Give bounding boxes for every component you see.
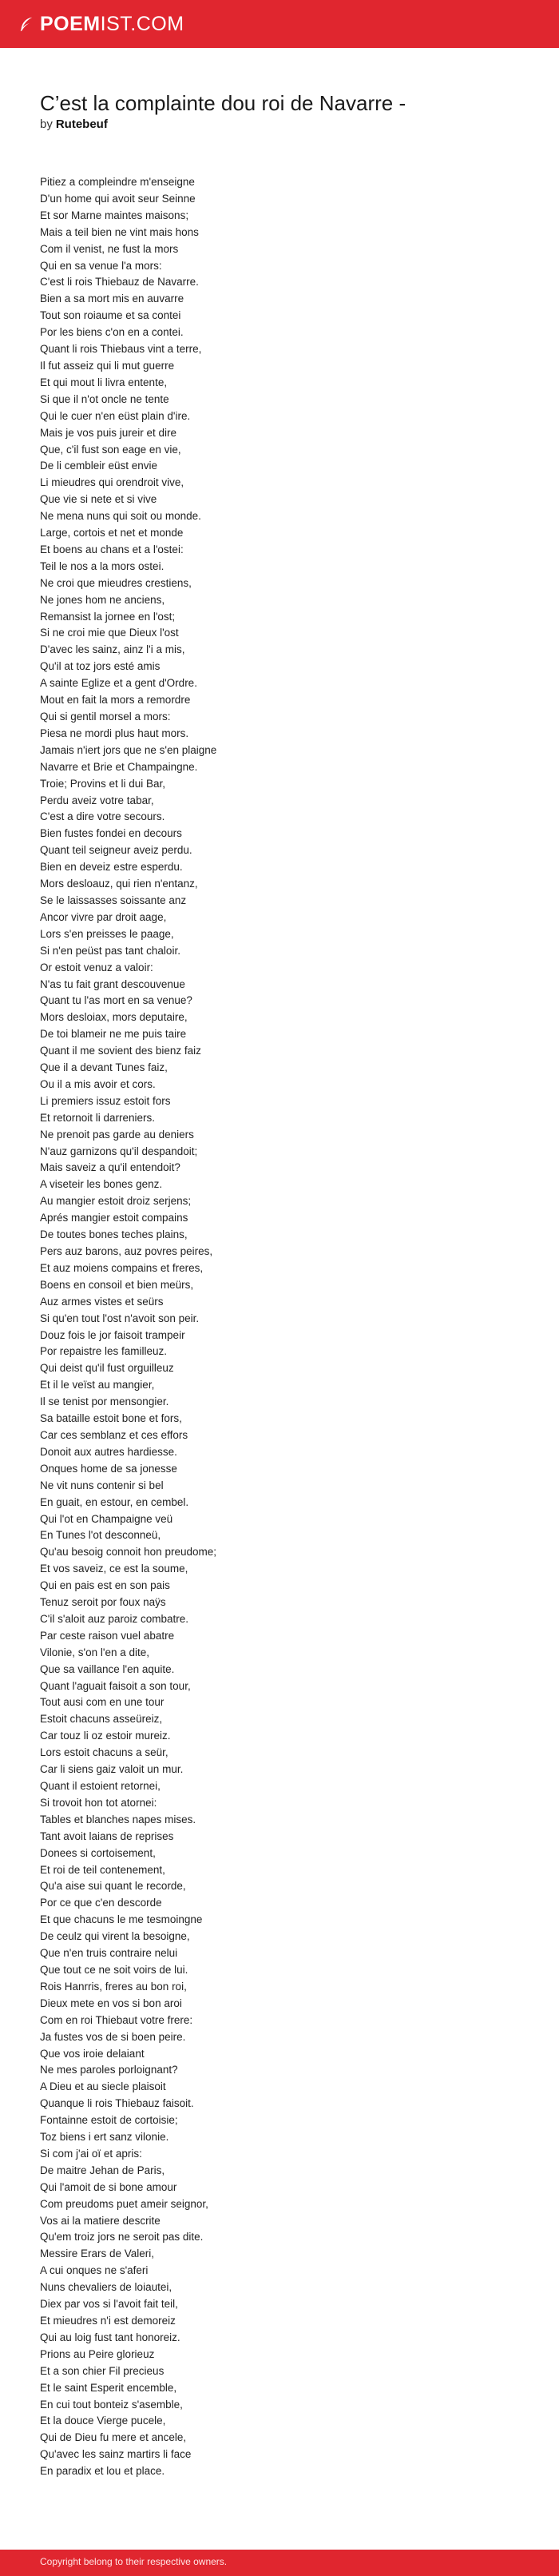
poem-line: Qui au loig fust tant honoreiz. [40,2331,180,2343]
poem-line: Qui l'ot en Champaigne veü [40,1512,173,1525]
poem-line: Bien en deveiz estre esperdu. [40,861,183,874]
poem-line: Com en roi Thiebaut votre frere: [40,2013,193,2026]
poem-line: En guait, en estour, en cembel. [40,1495,189,1508]
poem-line: Por repaistre les familleuz. [40,1345,168,1358]
poem-line: A cui onques ne s'aferi [40,2264,149,2277]
poem-line: A sainte Eglize et a gent d'Ordre. [40,677,197,690]
poem-line: Messire Erars de Valeri, [40,2248,155,2260]
poem-line: D'avec les sainz, ainz l'i a mis, [40,643,185,656]
poem-line: Quant il me sovient des bienz faiz [40,1045,201,1057]
poem-line: Car li siens gaiz valoit un mur. [40,1763,184,1776]
poem-line: Par ceste raison vuel abatre [40,1629,175,1642]
poem-line: Si qu'en tout l'ost n'avoit son peir. [40,1312,200,1324]
poem-line: Qu'avec les sainz martirs li face [40,2448,192,2461]
logo-bold-text: POEM [40,13,101,35]
poem-line: C'est a dire votre secours. [40,810,165,823]
poem-line: Et a son chier Fil precieus [40,2364,165,2377]
poem-line: Perdu aveiz votre tabar, [40,794,154,806]
poem-line: Prions au Peire glorieuz [40,2347,155,2360]
poem-line: Bien fustes fondei en decours [40,827,182,840]
poem-line: Ja fustes vos de si boen peire. [40,2030,186,2043]
poem-line: Et qui mout li livra entente, [40,376,168,388]
poem-line: Si ne croi mie que Dieux l'ost [40,627,179,639]
poem-line: Mais je vos puis jureir et dire [40,426,177,439]
poem-line: Auz armes vistes et seürs [40,1295,164,1308]
poem-line: Qui en pais est en son pais [40,1579,170,1592]
poem-body [40,174,519,2480]
byline [40,117,108,131]
poem-line: Diex par vos si l'avoit fait teil, [40,2298,178,2311]
poem-line: Donees si cortoisement, [40,1846,156,1859]
poem-line: D'un home qui avoit seur Seinne [40,192,196,205]
poem-line: Quanque li rois Thiebauz faisoit. [40,2097,194,2110]
poem-line: Ancor vivre par droit aage, [40,910,167,923]
poem-line: Mors desloauz, qui rien n'entanz, [40,878,198,890]
poem-line: Ne croi que mieudres crestiens, [40,576,192,589]
poem-line: Fontainne estoit de cortoisie; [40,2114,178,2127]
poem-line: Et auz moiens compains et freres, [40,1261,204,1274]
poem-line: Qui le cuer n'en eüst plain d'ire. [40,409,191,422]
poem-line: Ne prenoit pas garde au deniers [40,1128,194,1141]
poem-line: Li premiers issuz estoit fors [40,1094,171,1107]
poem-line: Mais a teil bien ne vint mais hons [40,225,199,238]
poem-line: Quant teil seigneur aveiz perdu. [40,844,192,857]
poem-line: Et la douce Vierge pucele, [40,2415,166,2427]
poem-line: Et sor Marne maintes maisons; [40,209,189,221]
poem-line: Pitiez a compleindre m'enseigne [40,176,195,188]
poem-line: Que sa vaillance l'en aquite. [40,1662,175,1675]
copyright-text: Copyright belong to their respective owners. [40,2556,228,2567]
poem-line: Sa bataille estoit bone et fors, [40,1412,182,1425]
poem-line: Car ces semblanz et ces effors [40,1428,188,1441]
poem-line: Ou il a mis avoir et cors. [40,1077,156,1090]
poem-line: De toutes bones teches plains, [40,1228,188,1241]
logo-light-text: IST.COM [100,13,184,35]
poem-line: Que n'en truis contraire nelui [40,1947,178,1960]
poem-line: Bien a sa mort mis en auvarre [40,293,184,305]
poem-line: Troie; Provins et li dui Bar, [40,777,166,790]
poem-line: Pers auz barons, auz povres peires, [40,1245,213,1257]
poem-line: Rois Hanrris, freres au bon roi, [40,1980,187,1993]
poem-line: Or estoit venuz a valoir: [40,961,153,973]
poem-line: Ne mes paroles porloignant? [40,2064,178,2076]
poem-line: Ne vit nuns contenir si bel [40,1479,164,1491]
poem-line: Qui l'amoit de si bone amour [40,2180,177,2193]
poem-line: Onques home de sa jonesse [40,1462,177,1475]
poem-line: Qu'em troiz jors ne seroit pas dite. [40,2231,204,2244]
poem-line: En cui tout bonteiz s'asemble, [40,2398,183,2411]
poem-title: C’est la complainte dou roi de Navarre - [40,91,406,115]
poem-line: Qu'a aise sui quant le recorde, [40,1880,186,1893]
poem-line: Se le laissasses soissante anz [40,894,187,906]
poem-line: Qui de Dieu fu mere et ancele, [40,2431,187,2444]
poem-line: De maitre Jehan de Paris, [40,2164,165,2176]
poem-line: Au mangier estoit droiz serjens; [40,1195,192,1208]
poem-line: Qu'il at toz jors esté amis [40,660,161,673]
poem-line: Et que chacuns le me tesmoingne [40,1913,203,1926]
poem-line: Vilonie, s'on l'en a dite, [40,1646,149,1658]
poem-line: C'il s'aloit auz paroiz combatre. [40,1612,188,1625]
poem-line: Ne mena nuns qui soit ou monde. [40,510,201,523]
poem-line: Et le saint Esperit encemble, [40,2381,177,2394]
poem-line: Qui en sa venue l'a mors: [40,259,162,272]
poem-line: Quant il estoient retornei, [40,1780,161,1792]
poem-line: Navarre et Brie et Champaingne. [40,760,198,773]
poem-line: N'auz garnizons qu'il despandoit; [40,1145,198,1157]
poem-line: Tant avoit laians de reprises [40,1829,174,1842]
logo-wordmark [40,12,184,36]
poem-line: A viseteir les bones genz. [40,1178,163,1191]
poem-line: Boens en consoil et bien meürs, [40,1278,194,1291]
poem-line: Tables et blanches napes mises. [40,1813,196,1825]
poem-line: Vos ai la matiere descrite [40,2214,161,2227]
author-link[interactable]: Rutebeuf [55,117,108,131]
poem-line: Et boens au chans et a l'ostei: [40,543,184,555]
poem-line: Jamais n'iert jors que ne s'en plaigne [40,743,217,756]
poem-line: Dieux mete en vos si bon aroi [40,1997,182,2009]
poem-line: A Dieu et au siecle plaisoit [40,2080,166,2093]
poem-line: Tout ausi com en une tour [40,1696,165,1709]
poem-line: Teil le nos a la mors ostei. [40,559,165,572]
poem-line: En paradix et lou et place. [40,2465,165,2478]
poem-line: N'as tu fait grant descouvenue [40,977,185,990]
feather-icon [18,15,35,33]
poem-line: Ne jones hom ne anciens, [40,593,165,606]
poem-line: Tout son roiaume et sa contei [40,309,181,322]
poem-line: En Tunes l'ot desconneü, [40,1529,161,1542]
poem-line: De toi blameir ne me puis taire [40,1028,187,1041]
poem-line: Si trovoit hon tot atornei: [40,1796,157,1809]
poem-line: Et roi de teil contenement, [40,1863,165,1876]
poem-line: Lors s'en preisses le paage, [40,927,174,940]
poem-line: Estoit chacuns asseüreiz, [40,1713,163,1726]
site-logo[interactable] [18,12,184,36]
poem-line: Et il le veïst au mangier, [40,1379,155,1392]
poem-line: Com il venist, ne fust la mors [40,242,179,255]
poem-line: Que il a devant Tunes faiz, [40,1061,168,1074]
poem-line: Com preudoms puet ameir seignor, [40,2197,208,2210]
poem-line: Et mieudres n'i est demoreiz [40,2315,176,2327]
poem-line: Si com j'ai oï et apris: [40,2147,142,2160]
footer [0,2550,559,2576]
poem-line: Qui deist qu'il fust orguilleuz [40,1362,174,1375]
poem-line: Et retornoit li darreniers. [40,1111,156,1124]
poem-line: Aprés mangier estoit compains [40,1212,188,1224]
poem-line: Et vos saveiz, ce est la soume, [40,1563,188,1575]
poem-line: Li mieudres qui orendroit vive, [40,476,184,489]
poem-line: Large, cortois et net et monde [40,527,184,539]
poem-line: Nuns chevaliers de loiautei, [40,2281,172,2294]
poem-line: Quant l'aguait faisoit a son tour, [40,1679,191,1692]
poem-line: Que vie si nete et si vive [40,493,157,506]
poem-line: Que tout ce ne soit voirs de lui. [40,1963,188,1976]
poem-line: Si que il n'ot oncle ne tente [40,392,169,405]
poem-line: Que vos iroie delaiant [40,2047,145,2060]
poem-line: Donoit aux autres hardiesse. [40,1445,177,1458]
poem-line: Por ce que c'en descorde [40,1897,162,1909]
poem-line: Por les biens c'on en a contei. [40,326,184,339]
poem-line: Toz biens i ert sanz vilonie. [40,2131,169,2144]
poem-line: Si n'en peüst pas tant chaloir. [40,944,180,957]
by-label: by [40,117,53,131]
poem-line: Qui si gentil morsel a mors: [40,711,171,723]
top-bar [0,0,559,48]
poem-line: C'est li rois Thiebauz de Navarre. [40,276,199,289]
poem-line: Lors estoit chacuns a seür, [40,1746,168,1759]
poem-line: Mors desloiax, mors deputaire, [40,1011,188,1024]
poem-line: Quant tu l'as mort en sa venue? [40,994,192,1007]
poem-line: Il se tenist por mensongier. [40,1395,169,1408]
poem-line: Qu'au besoig connoit hon preudome; [40,1546,216,1559]
poem-line: Il fut asseiz qui li mut guerre [40,359,175,372]
poem-line: Remansist la jornee en l'ost; [40,610,176,623]
poem-line: De li cembleir eüst envie [40,460,158,472]
poem-line: Mout en fait la mors a remordre [40,694,191,707]
poem-line: Piesa ne mordi plus haut mors. [40,727,189,739]
poem-line: De ceulz qui virent la besoigne, [40,1930,190,1943]
poem-line: Car touz li oz estoir mureiz. [40,1730,171,1742]
poem-line: Douz fois le jor faisoit trampeir [40,1328,185,1341]
poem-line: Que, c'il fust son eage en vie, [40,443,181,456]
poem-line: Quant li rois Thiebaus vint a terre, [40,343,202,356]
poem-line: Tenuz seroit por foux naÿs [40,1596,166,1609]
poem-line: Mais saveiz a qu'il entendoit? [40,1161,180,1174]
